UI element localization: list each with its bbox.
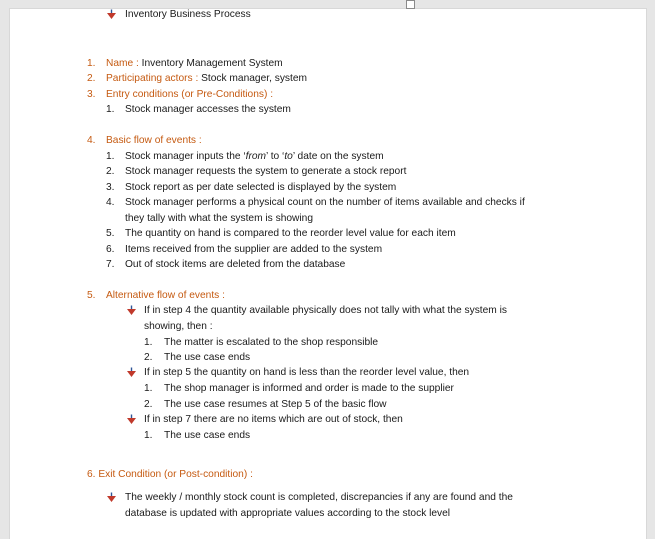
list-item: The matter is escalated to the shop responsible	[164, 337, 379, 348]
exit-condition-continuation: database is updated with appropriate values according to the stock level	[125, 508, 451, 519]
alt-condition: If in step 5 the quantity on hand is less than the reorder level value, then	[144, 367, 470, 378]
actors-value: Stock manager, system	[198, 73, 308, 84]
resize-handle[interactable]	[406, 0, 415, 9]
item-number: 2.	[144, 399, 153, 410]
arrow-bullet-icon	[106, 492, 117, 503]
section-number: 4.	[87, 135, 96, 146]
arrow-bullet-icon	[126, 414, 137, 425]
italic-from: from	[245, 151, 266, 162]
name-label: Name :	[106, 58, 139, 69]
item-number: 1.	[106, 151, 115, 162]
list-item: Stock manager accesses the system	[125, 104, 291, 115]
arrow-bullet-icon	[126, 305, 137, 316]
item-number: 4.	[106, 197, 115, 208]
list-item: The shop manager is informed and order is made to the supplier	[164, 383, 454, 394]
actors-line	[106, 72, 307, 85]
alt-condition: If in step 7 there are no items which are out of stock, then	[144, 414, 403, 425]
actors-label: Participating actors :	[106, 73, 199, 84]
list-item: Stock manager requests the system to generate a stock report	[125, 166, 407, 177]
list-item: The use case ends	[164, 430, 251, 441]
text-part: ’ to ‘	[266, 151, 285, 162]
item-number: 3.	[106, 182, 115, 193]
text-part: Stock manager inputs the ‘	[125, 151, 246, 162]
list-item-continuation: they tally with what the system is showing	[125, 213, 313, 224]
alt-condition-continuation: showing, then :	[144, 321, 213, 332]
item-number: 1.	[144, 337, 153, 348]
list-item: The quantity on hand is compared to the reorder level value for each item	[125, 228, 456, 239]
item-number: 7.	[106, 259, 115, 270]
name-line	[106, 57, 283, 70]
alt-flow-label: Alternative flow of events :	[106, 290, 225, 301]
arrow-bullet-icon	[126, 367, 137, 378]
section-number: 3.	[87, 89, 96, 100]
list-item	[125, 150, 384, 163]
exit-condition-label: 6. Exit Condition (or Post-condition) :	[87, 469, 253, 480]
name-value: Inventory Management System	[138, 58, 283, 69]
item-number: 5.	[106, 228, 115, 239]
item-number: 2.	[144, 352, 153, 363]
list-item: The use case resumes at Step 5 of the basic flow	[164, 399, 387, 410]
text-part: ’ date on the system	[292, 151, 384, 162]
list-item: Stock report as per date selected is displayed by the system	[125, 182, 397, 193]
arrow-bullet-icon	[106, 9, 117, 20]
item-number: 1.	[106, 104, 115, 115]
list-item: The use case ends	[164, 352, 251, 363]
section-number: 5.	[87, 290, 96, 301]
doc-title: Inventory Business Process	[125, 9, 251, 20]
alt-condition: If in step 4 the quantity available physically does not tally with what the system is	[144, 305, 507, 316]
italic-to: to	[284, 151, 293, 162]
exit-condition-text: The weekly / monthly stock count is completed, discrepancies if any are found and the	[125, 492, 513, 503]
document-page	[10, 9, 646, 539]
basic-flow-label: Basic flow of events :	[106, 135, 202, 146]
item-number: 2.	[106, 166, 115, 177]
list-item: Stock manager performs a physical count on the number of items available and checks if	[125, 197, 525, 208]
item-number: 6.	[106, 244, 115, 255]
item-number: 1.	[144, 383, 153, 394]
section-number: 1.	[87, 58, 96, 69]
entry-label: Entry conditions (or Pre-Conditions) :	[106, 89, 274, 100]
list-item: Out of stock items are deleted from the database	[125, 259, 346, 270]
section-number: 2.	[87, 73, 96, 84]
list-item: Items received from the supplier are added to the system	[125, 244, 383, 255]
item-number: 1.	[144, 430, 153, 441]
